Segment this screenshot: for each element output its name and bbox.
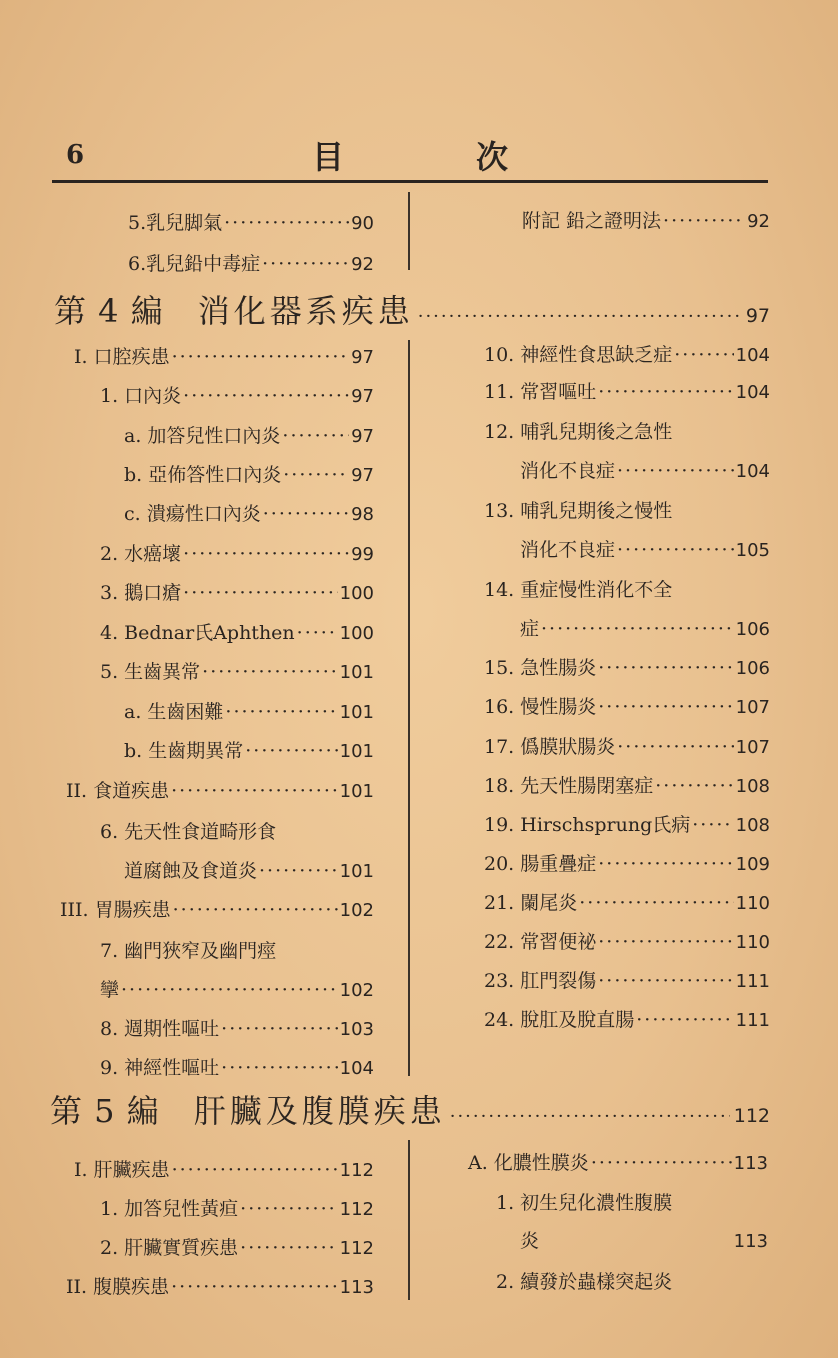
toc-entry: b. 生齒期異常 ····· 101 [124, 736, 374, 763]
toc-entry: 17. 僞膜狀腸炎 ····· 107 [484, 732, 770, 759]
toc-entry: 7. 幽門狹窄及幽門痙 [100, 940, 277, 962]
toc-entry: 炎 113 [520, 1230, 768, 1252]
toc-entry: II. 食道疾患 ····· 101 [66, 776, 374, 803]
toc-entry: II. 腹膜疾患 ····· 113 [66, 1272, 374, 1299]
toc-entry: 2. 肝臟實質疾患 ····· 112 [100, 1233, 374, 1260]
toc-entry: 1. 加答兒性黃疸 ····· 112 [100, 1194, 374, 1221]
toc-entry: 8. 週期性嘔吐 ····· 103 [100, 1014, 374, 1041]
toc-entry: 23. 肛門裂傷 ····· 111 [484, 966, 770, 993]
toc-entry: 3. 鵝口瘡 ····· 100 [100, 578, 374, 605]
toc-entry: c. 潰瘍性口內炎 ····· 98 [124, 499, 374, 526]
toc-entry: 13. 哺乳兒期後之慢性 [484, 500, 673, 522]
toc-entry: 6.乳兒鉛中毒症 ····· 92 [128, 249, 374, 276]
toc-entry: 1. 口內炎 ····· 97 [100, 381, 374, 408]
toc-entry: 24. 脫肛及脫直腸 ····· 111 [484, 1005, 770, 1032]
toc-entry: 10. 神經性食思缺乏症 ····· 104 [484, 340, 770, 367]
toc-entry: b. 亞佈答性口內炎 ····· 97 [124, 460, 374, 487]
toc-entry: 消化不良症 ····· 105 [520, 535, 770, 562]
toc-entry: A. 化膿性膜炎 ····· 113 [468, 1148, 768, 1175]
part-heading: 第 4 編 消化器系疾患 ····· 97 [54, 286, 770, 332]
toc-entry: 11. 常習嘔吐 ····· 104 [484, 377, 770, 404]
page-number: 6 [66, 140, 85, 170]
toc-entry: a. 生齒困難 ····· 101 [124, 697, 374, 724]
toc-entry: 9. 神經性嘔吐 ····· 104 [100, 1053, 374, 1080]
toc-entry: 5. 生齒異常 ····· 101 [100, 657, 374, 684]
header-title-right: 次 [476, 138, 509, 176]
toc-entry: 16. 慢性腸炎 ····· 107 [484, 692, 770, 719]
header-title-left: 目 [312, 138, 345, 176]
toc-entry: I. 口腔疾患 ····· 97 [74, 342, 374, 369]
toc-entry-appendix: 附記 鉛之證明法 ····· 92 [522, 206, 770, 233]
toc-entry: 6. 先天性食道畸形食 [100, 821, 277, 843]
toc-entry: 道腐蝕及食道炎 ····· 101 [124, 856, 374, 883]
toc-entry: 12. 哺乳兒期後之急性 [484, 421, 673, 443]
toc-entry: 18. 先天性腸閉塞症 ····· 108 [484, 771, 770, 798]
toc-entry: 15. 急性腸炎 ····· 106 [484, 653, 770, 680]
toc-entry: 2. 續發於蟲樣突起炎 [496, 1271, 673, 1293]
toc-entry: 20. 腸重疊症 ····· 109 [484, 849, 770, 876]
toc-entry: 21. 闌尾炎 ····· 110 [484, 888, 770, 915]
toc-entry: 症 ····· 106 [520, 614, 770, 641]
toc-entry: III. 胃腸疾患 ····· 102 [60, 895, 374, 922]
toc-entry: 14. 重症慢性消化不全 [484, 579, 673, 601]
toc-entry: 2. 水癌壞 ····· 99 [100, 539, 374, 566]
toc-entry: 消化不良症 ····· 104 [520, 456, 770, 483]
toc-entry: 19. Hirschsprung氏病 ····· 108 [484, 810, 770, 837]
toc-entry: 攣 ····· 102 [100, 975, 374, 1002]
toc-entry: 5.乳兒脚氣 ····· 90 [128, 208, 374, 235]
toc-entry: 22. 常習便祕 ····· 110 [484, 927, 770, 954]
header-rule [52, 180, 768, 183]
column-divider [408, 192, 410, 270]
column-divider [408, 1140, 410, 1300]
toc-entry: a. 加答兒性口內炎 ····· 97 [124, 421, 374, 448]
toc-entry: I. 肝臟疾患 ····· 112 [74, 1155, 374, 1182]
part-heading: 第 5 編 肝臟及腹膜疾患 ····· 112 [50, 1086, 770, 1132]
column-divider [408, 340, 410, 1076]
toc-entry: 1. 初生兒化濃性腹膜 [496, 1192, 673, 1214]
toc-entry: 4. Bednar氏Aphthen ····· 100 [100, 618, 374, 645]
